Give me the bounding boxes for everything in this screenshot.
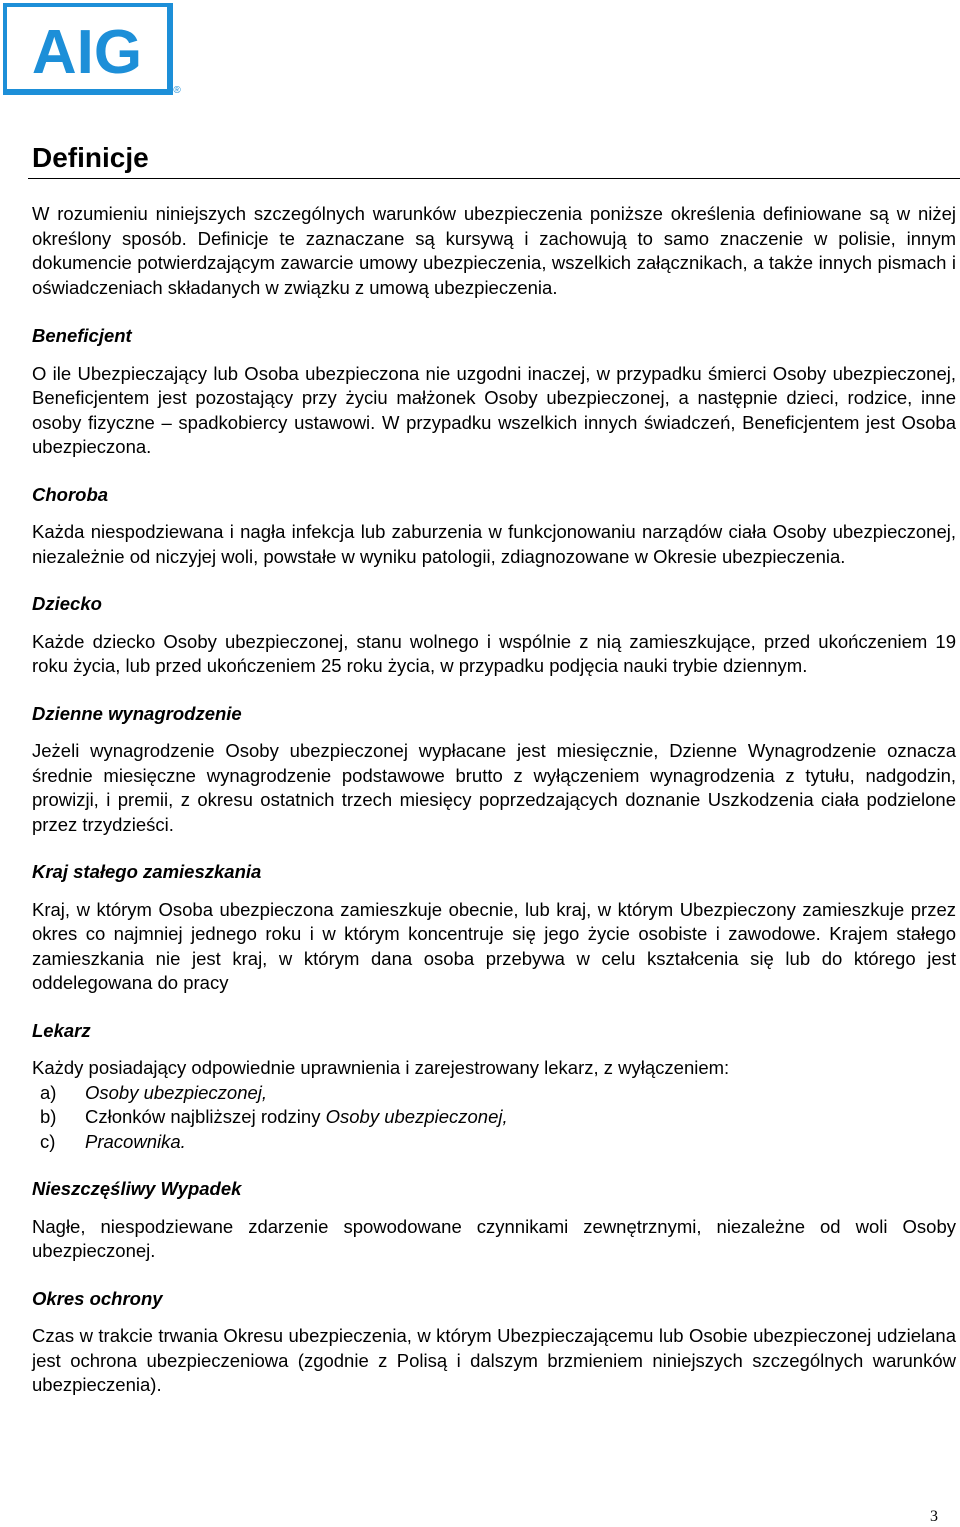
definition-nieszczesliwy-wypadek bbox=[32, 1177, 956, 1264]
definition-term: Kraj stałego zamieszkania bbox=[32, 861, 262, 882]
list-item bbox=[32, 1130, 956, 1155]
title-divider bbox=[28, 178, 960, 179]
list-item-text bbox=[85, 1105, 508, 1130]
definition-okres-ochrony bbox=[32, 1287, 956, 1398]
list-item bbox=[32, 1081, 956, 1106]
list-marker: c) bbox=[40, 1130, 56, 1152]
aig-logo bbox=[3, 3, 183, 95]
list-item-text: Osoby ubezpieczonej, bbox=[85, 1081, 268, 1103]
list-item-text-italic: Osoby ubezpieczonej, bbox=[325, 1106, 508, 1127]
definition-term: Lekarz bbox=[32, 1019, 91, 1041]
list-item-text-plain: Członków najbliższej rodziny bbox=[85, 1106, 326, 1127]
definition-choroba bbox=[32, 483, 956, 570]
definition-term: Nieszczęśliwy Wypadek bbox=[32, 1178, 242, 1199]
definition-text: O ile Ubezpieczający lub Osoba ubezpieczona nie uzgodni inaczej, w przypadku śmierci Osoby ubezpieczonej, Beneficjentem jest pozostający przy życiu małżonek Osoby ubezpieczonej, a następnie dzieci, rodzice, inne osoby fizyczne – spadkobiercy ustawowi. W przypadku wszelkich innych świadczeń, Beneficjentem jest Osoba ubezpieczona. bbox=[32, 362, 956, 457]
definition-term: Choroba bbox=[32, 483, 109, 505]
list-item-text: Pracownika. bbox=[85, 1130, 186, 1152]
definition-text: Kraj, w którym Osoba ubezpieczona zamieszkuje obecnie, lub kraj, w którym Ubezpieczony zamieszkuje przez okres co najmniej jednego roku i w którym koncentruje się jego życie osobiste i zawodowe. Krajem stałego zamieszkania nie jest kraj, w którym dana osoba przebywa w celu kształcenia się lub do którego jest oddelegowana do pracy bbox=[32, 898, 956, 993]
definitions-content bbox=[32, 202, 956, 1421]
definition-term: Dzienne wynagrodzenie bbox=[32, 702, 242, 724]
definition-lekarz bbox=[32, 1019, 956, 1155]
definition-text: Czas w trakcie trwania Okresu ubezpieczenia, w którym Ubezpieczającemu lub Osobie ubezpieczonej udzielana jest ochrona ubezpieczeniowa (zgodnie z Polisą i dalszym brzmieniem niniejszych szczególnych warunków ubezpieczenia). bbox=[32, 1325, 956, 1395]
definition-beneficjent bbox=[32, 324, 956, 460]
definition-text: Każde dziecko Osoby ubezpieczonej, stanu wolnego i wspólnie z nią zamieszkujące, przed ukończeniem 19 roku życia, lub przed ukończeniem 25 roku życia, w przypadku podjęcia nauki trybie dziennym. bbox=[32, 630, 956, 676]
registered-mark: ® bbox=[173, 85, 181, 95]
aig-logo-icon bbox=[3, 3, 183, 95]
list-marker: a) bbox=[40, 1081, 57, 1103]
definition-text: Jeżeli wynagrodzenie Osoby ubezpieczonej wypłacane jest miesięcznie, Dzienne Wynagrodzenie oznacza średnie miesięczne wynagrodzenie podstawowe brutto z wyłączeniem wynagrodzenia z tytułu, nadgodzin, prowizji, i premii, z okresu ostatnich trzech miesięcy poprzedzających doznanie Uszkodzenia ciała podzielone przez trzydzieści. bbox=[32, 740, 956, 835]
definition-term: Dziecko bbox=[32, 593, 102, 614]
definition-dzienne-wynagrodzenie bbox=[32, 702, 956, 838]
definition-text: Każdy posiadający odpowiednie uprawnienia i zarejestrowany lekarz, z wyłączeniem: bbox=[32, 1057, 730, 1078]
definition-term: Okres ochrony bbox=[32, 1287, 163, 1309]
definition-text: Każda niespodziewana i nagła infekcja lub zaburzenia w funkcjonowaniu narządów ciała Osoby ubezpieczonej, niezależnie od niczyjej woli, powstałe w wyniku patologii, zdiagnozowane w Okresie ubezpieczenia. bbox=[32, 521, 956, 567]
list-marker: b) bbox=[40, 1106, 57, 1127]
logo-wordmark: AIG bbox=[31, 18, 143, 87]
page-title: Definicje bbox=[32, 142, 149, 173]
page-number: 3 bbox=[930, 1508, 938, 1525]
definition-text: Nagłe, niespodziewane zdarzenie spowodowane czynnikami zewnętrznymi, niezależne od woli Osoby ubezpieczonej. bbox=[32, 1215, 956, 1261]
definition-kraj-stalego-zamieszkania bbox=[32, 860, 956, 996]
list-item bbox=[32, 1105, 956, 1130]
definition-dziecko bbox=[32, 592, 956, 679]
definition-term: Beneficjent bbox=[32, 325, 132, 346]
intro-paragraph: W rozumieniu niniejszych szczególnych warunków ubezpieczenia poniższe określenia definiowane są w niżej określony sposób. Definicje te zaznaczane są kursywą i zachowują to samo znaczenie w polisie, innym dokumencie potwierdzającym zawarcie umowy ubezpieczenia, wszelkich załącznikach, a także innych pismach i oświadczeniach składanych w związku z umową ubezpieczenia. bbox=[32, 203, 956, 298]
